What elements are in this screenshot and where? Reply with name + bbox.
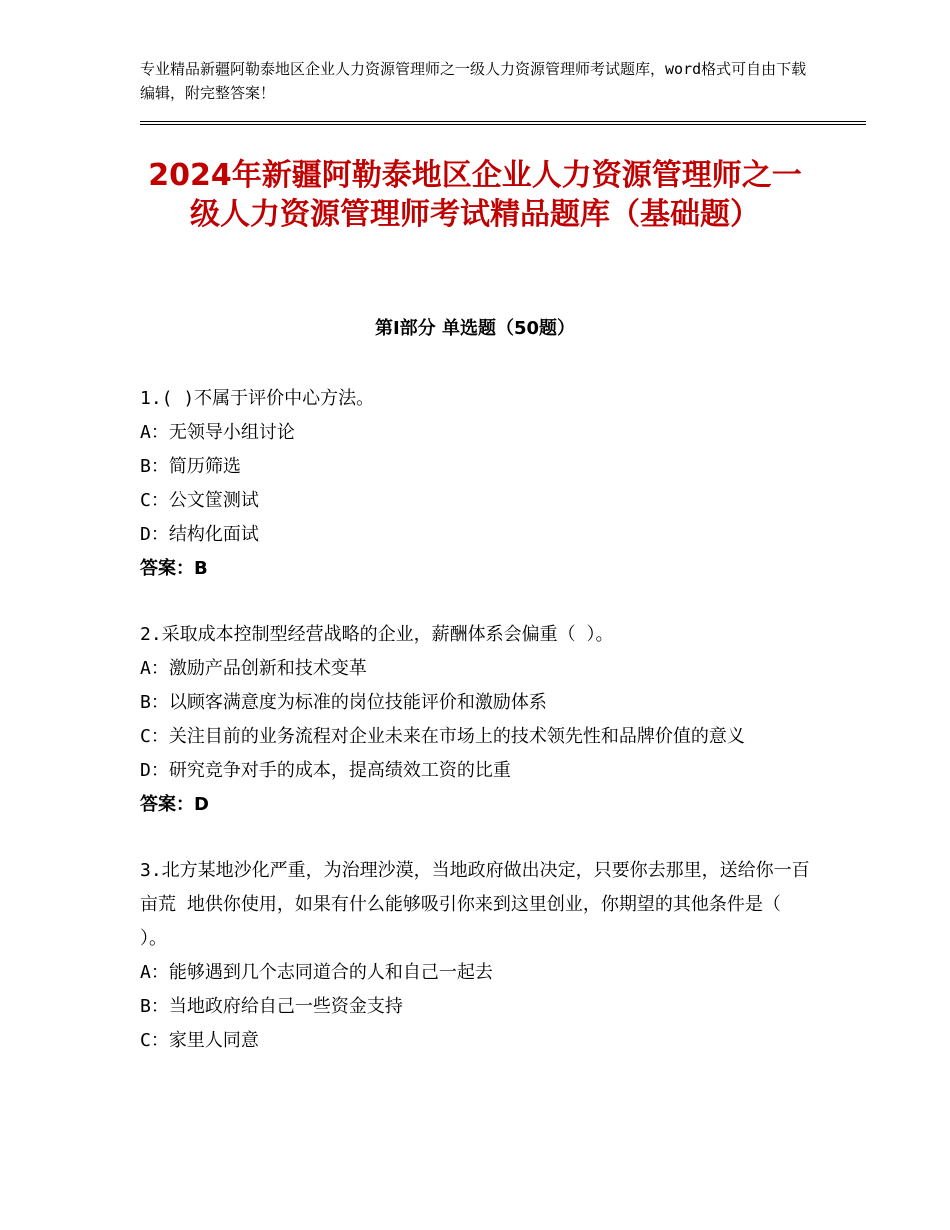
question-stem: 3.北方某地沙化严重，为治理沙漠，当地政府做出决定，只要你去那里，送给你一百亩荒 地供你使用，如果有什么能够吸引你来到这里创业，你期望的其他条件是（ ）。 <box>140 860 810 949</box>
header-divider <box>140 121 866 125</box>
section-title: 第Ⅰ部分 单选题（50题） <box>374 318 575 339</box>
answer-value: B <box>194 558 208 579</box>
option-b: B：当地政府给自己一些资金支持 <box>140 996 403 1017</box>
answer-value: D <box>194 794 209 815</box>
option-a: A：激励产品创新和技术变革 <box>140 658 367 679</box>
option-a: A：能够遇到几个志同道合的人和自己一起去 <box>140 962 493 983</box>
question-stem: 2.采取成本控制型经营战略的企业，薪酬体系会偏重（ ）。 <box>140 624 614 645</box>
option-c: C：家里人同意 <box>140 1030 259 1051</box>
question-3 <box>140 854 810 1058</box>
question-2 <box>140 618 810 822</box>
answer-line <box>140 788 810 822</box>
question-stem: 1.( )不属于评价中心方法。 <box>140 388 375 409</box>
answer-label: 答案： <box>140 794 194 815</box>
question-1 <box>140 382 810 586</box>
answer-line <box>140 552 810 586</box>
document-title: 2024年新疆阿勒泰地区企业人力资源管理师之一级人力资源管理师考试精品题库（基础题） <box>148 158 802 232</box>
answer-label: 答案： <box>140 558 194 579</box>
option-b: B：简历筛选 <box>140 456 241 477</box>
option-c: C：关注目前的业务流程对企业未来在市场上的技术领先性和品牌价值的意义 <box>140 726 745 747</box>
option-d: D：研究竞争对手的成本，提高绩效工资的比重 <box>140 760 511 781</box>
option-d: D：结构化面试 <box>140 524 259 545</box>
option-b: B：以顾客满意度为标准的岗位技能评价和激励体系 <box>140 692 547 713</box>
option-c: C：公文筐测试 <box>140 490 259 511</box>
question-list <box>140 382 810 1090</box>
option-a: A：无领导小组讨论 <box>140 422 295 443</box>
header-note: 专业精品新疆阿勒泰地区企业人力资源管理师之一级人力资源管理师考试题库，word格式可自由下载编辑，附完整答案！ <box>140 60 807 102</box>
